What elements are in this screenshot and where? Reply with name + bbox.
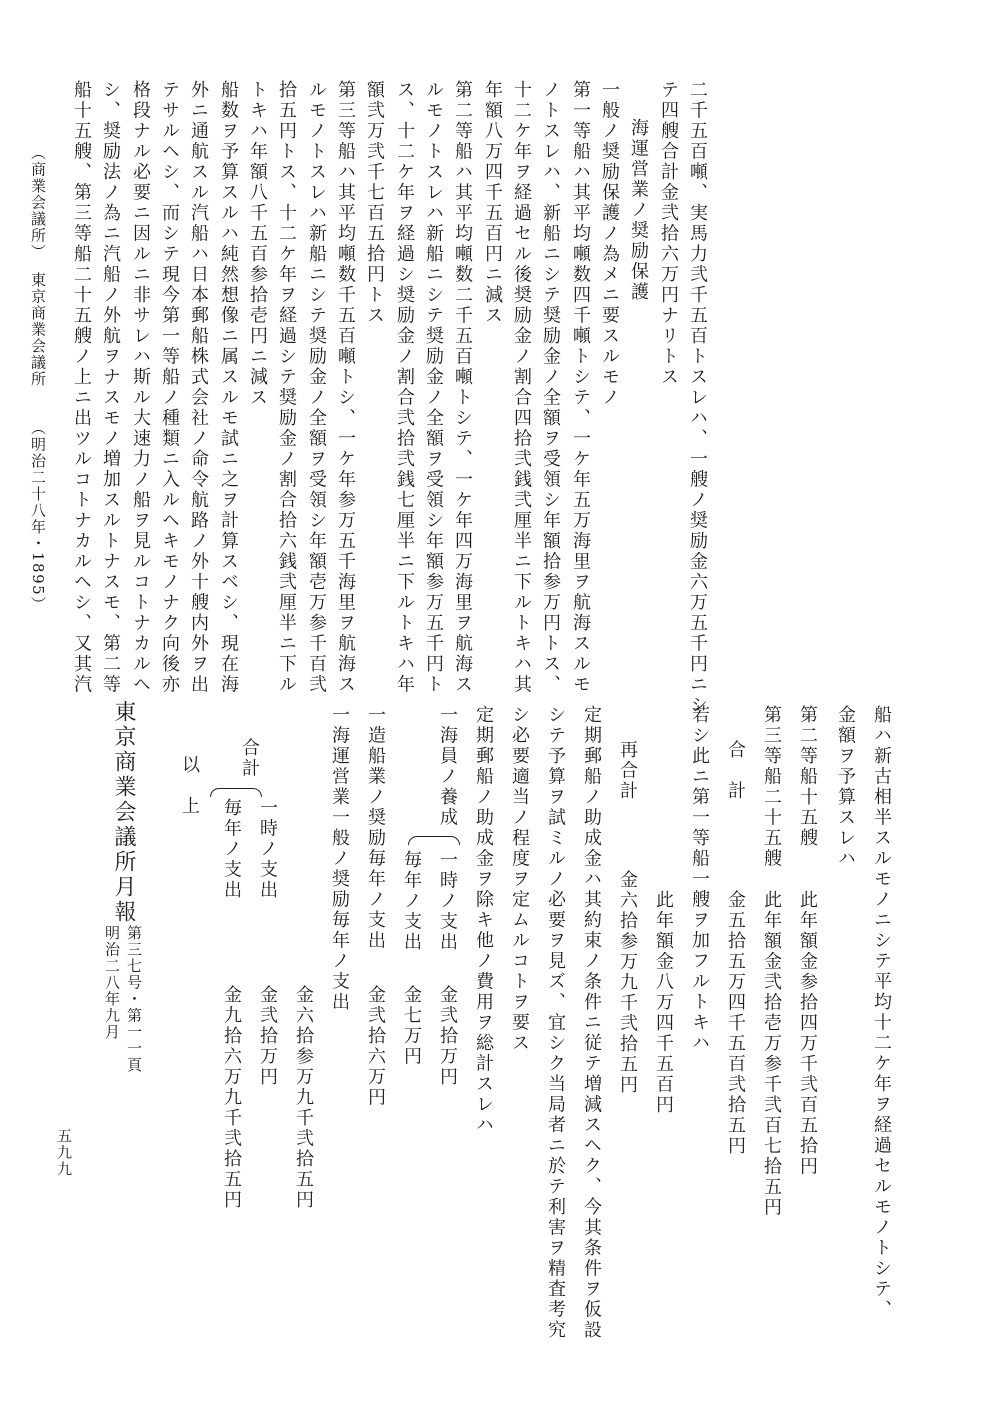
brace-mark: [408, 836, 460, 845]
grand-total-label: 再合計: [617, 740, 638, 802]
text-column: テ四艘合計金弐拾六万円ナリトス: [658, 80, 679, 388]
text-column: ルモノトスレハ新船ニシテ奨励金ノ全額ヲ受領シ年額壱万参千百弐: [306, 80, 327, 695]
brace-mark: [210, 788, 262, 797]
text-column: シ必要適当ノ程度ヲ定ムルコトヲ要ス: [509, 705, 530, 1054]
row-label: 第三等船二十五艘: [761, 705, 782, 869]
expense-sub: 一時ノ支出: [437, 850, 458, 953]
row-label: 第二等船十五艘: [797, 705, 818, 849]
journal-issue: 第三七号・第一一頁: [125, 925, 143, 1074]
row-value: 此年額金参拾四万千弐百五拾円: [797, 890, 818, 1177]
text-column: 船十五艘、第三等船二十五艘ノ上ニ出ツルコトナカルヘシ、又其汽: [71, 80, 92, 695]
page-number: 五九九: [55, 1128, 73, 1178]
text-column: テサルヘシ、而シテ現今第一等船ノ種類ニ入ルヘキモノナク向後亦: [159, 80, 180, 695]
row-value: 此年額金八万四千五百円: [653, 890, 674, 1116]
text-column: 二千五百噸、実馬力弐千五百トスレハ、一艘ノ奨励金六万五千円ニシ: [687, 80, 708, 716]
source-org: 東京商業会議所: [29, 272, 47, 388]
closing-mark: 以 上: [179, 755, 200, 817]
text-column: 金額ヲ予算スレハ: [835, 705, 856, 869]
text-column: 一般ノ奨励保護ノ為メニ要スルモノ: [599, 80, 620, 408]
text-column: 額弐万弐千七百五拾円トス: [364, 80, 385, 326]
expense-sub: 毎年ノ支出: [401, 850, 422, 953]
section-heading: 海運営業ノ奨励保護: [628, 118, 649, 303]
journal-date: 明治二八年九月: [103, 925, 121, 1041]
text-column: 拾五円トス、十二ケ年ヲ経過シテ奨励金ノ割合拾六銭弐厘半ニ下ル: [276, 80, 297, 695]
text-column: シ、奨励法ノ為ニ汽船ノ外航ヲナスモノ増加スルトナスモ、第二等: [100, 80, 121, 695]
expense-value: 金弐拾万円: [437, 985, 458, 1088]
text-column: 若シ此ニ第一等船一艘ヲ加フルトキハ: [689, 705, 710, 1054]
expense-value: 金七万円: [401, 985, 422, 1067]
sum-sub: 一時ノ支出: [257, 798, 278, 901]
text-column: 船数ヲ予算スルハ純然想像ニ属スルモ試ニ之ヲ計算スベシ、現在海: [218, 80, 239, 695]
source-org-paren: （商業会議所）: [29, 145, 47, 261]
expense-value: 金六拾参万九千弐拾五円: [293, 985, 314, 1211]
source-year: （明治二十八年・1895）: [29, 420, 47, 613]
text-column: 十二ケ年ヲ経過セル後奨励金ノ割合四拾弐銭弐厘半ニ下ルトキハ其: [511, 80, 532, 695]
text-column: 年額八万四千五百円ニ減ス: [482, 80, 503, 326]
text-column: トキハ年額八千五百参拾壱円ニ減ス: [247, 80, 268, 408]
text-column: 定期郵船ノ助成金ハ其約束ノ条件ニ従テ増減スヘク、今其条件ヲ仮設: [581, 705, 602, 1341]
text-column: 船ハ新古相半スルモノニシテ平均十二ケ年ヲ経過セルモノトシテ、: [871, 705, 892, 1320]
sum-value: 金九拾六万九千弐拾五円: [221, 985, 242, 1211]
text-column: ノトスレハ、新船ニシテ奨励金ノ全額ヲ受領シ年額拾参万円トス、: [540, 80, 561, 695]
text-column: 第三等船ハ其平均噸数千五百噸トシ、一ケ年参万五千海里ヲ航海ス: [335, 80, 356, 695]
expense-label: 一海運営業一般ノ奨励毎年ノ支出: [329, 705, 350, 1013]
sum-sub: 毎年ノ支出: [221, 798, 242, 901]
sum-label: 合計: [239, 738, 260, 779]
text-column: ス、十二ケ年ヲ経過シ奨励金ノ割合弐拾弐銭七厘半ニ下ルトキハ年: [394, 80, 415, 695]
total-value: 金五拾五万四千五百弐拾五円: [725, 890, 746, 1157]
row-value: 此年額金弐拾壱万参千弐百七拾五円: [761, 890, 782, 1218]
journal-title: 東京商業会議所月報: [111, 700, 136, 925]
text-column: 定期郵船ノ助成金ヲ除キ他ノ費用ヲ総計スレハ: [473, 705, 494, 1136]
text-column: シテ予算ヲ試ミルノ必要ヲ見ズ、宜シク当局者ニ於テ利害ヲ精査考究: [545, 705, 566, 1341]
total-label: 合 計: [725, 740, 746, 802]
expense-label: 一海員ノ養成: [437, 705, 458, 828]
text-column: 第一等船ハ其平均噸数四千噸トシテ、一ケ年五万海里ヲ航海スルモ: [570, 80, 591, 695]
text-column: 外ニ通航スル汽船ハ日本郵船株式会社ノ命令航路ノ外十艘内外ヲ出: [188, 80, 209, 695]
text-column: 第二等船ハ其平均噸数二千五百噸トシテ、一ケ年四万海里ヲ航海ス: [452, 80, 473, 695]
sum-value: 金弐拾万円: [257, 985, 278, 1088]
text-column: 格段ナル必要ニ因ルニ非サレハ斯ル大速力ノ船ヲ見ルコトナカルヘ: [130, 80, 151, 695]
text-column: ルモノトスレハ新船ニシテ奨励金ノ全額ヲ受領シ年額参万五千円ト: [423, 80, 444, 695]
grand-total-value: 金六拾参万九千弐拾五円: [617, 870, 638, 1096]
expense-label: 一造船業ノ奨励毎年ノ支出: [365, 705, 386, 951]
expense-value: 金弐拾六万円: [365, 985, 386, 1108]
